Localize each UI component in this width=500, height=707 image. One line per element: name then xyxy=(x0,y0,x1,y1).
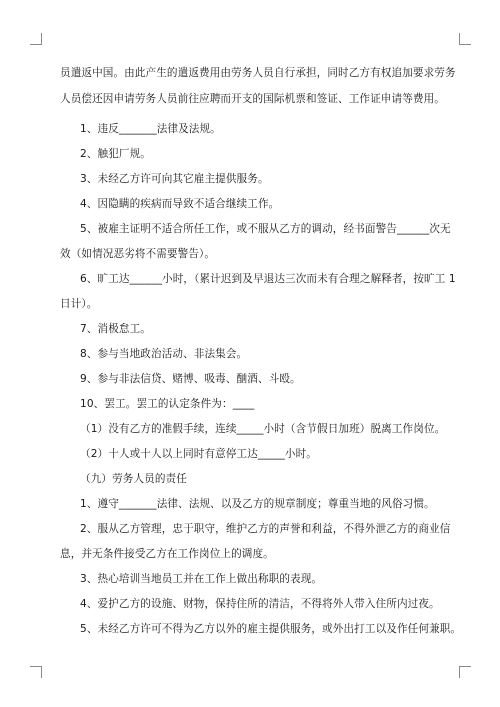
list-item: 7、消极怠工。 xyxy=(80,323,152,335)
list-item: 3、热心培训当地员工并在工作上做出称职的表现。 xyxy=(80,573,323,585)
corner-mark-bottom-left xyxy=(30,666,42,678)
corner-mark-bottom-right xyxy=(459,666,471,678)
list-item: 1、遵守_______法律、法规、以及乙方的规章制度；尊重当地的风俗习惯。 xyxy=(80,498,435,510)
list-item: 1、违反_______法律及法规。 xyxy=(80,123,221,135)
list-item: 4、因隐瞒的疾病而导致不适合继续工作。 xyxy=(80,198,280,210)
list-item: 6、旷工达______小时，（累计迟到及早退达三次而未有合理之解释者，按旷工 1 xyxy=(80,273,456,285)
paragraph-line: 员遣返中国。由此产生的遣返费用由劳务人员自行承担，同时乙方有权追加要求劳务 xyxy=(60,67,456,79)
paragraph-line: 效（如情况恶劣将不需要警告）。 xyxy=(60,248,216,260)
corner-mark-top-right xyxy=(459,33,471,45)
paragraph-line: 人员偿还因申请劳务人员前往应聘而开支的国际机票和签证、工作证申请等费用。 xyxy=(60,93,445,105)
list-item: 5、未经乙方许可不得为乙方以外的雇主提供服务，或外出打工以及作任何兼职。 xyxy=(80,623,462,635)
list-item: 5、被雇主证明不适合所任工作，或不服从乙方的调动，经书面警告______次无 xyxy=(80,223,451,235)
list-item: 2、触犯厂规。 xyxy=(80,148,152,160)
corner-mark-top-left xyxy=(30,33,42,45)
list-item: 3、未经乙方许可向其它雇主提供服务。 xyxy=(80,173,269,185)
list-item: 10、罢工。罢工的认定条件为：____ xyxy=(80,398,255,410)
sub-list-item: （1）没有乙方的准假手续，连续_____小时（含节假日加班）脱离工作岗位。 xyxy=(80,423,446,435)
paragraph-line: 日计）。 xyxy=(60,298,98,310)
list-item: 9、参与非法信贷、赌博、吸毒、酗酒、斗殴。 xyxy=(80,373,301,385)
list-item: 2、服从乙方管理，忠于职守，维护乙方的声誉和利益，不得外泄乙方的商业信 xyxy=(80,523,451,535)
section-heading: （九）劳务人员的责任 xyxy=(80,473,187,485)
list-item: 8、参与当地政治活动、非法集会。 xyxy=(80,348,248,360)
sub-list-item: （2）十人或十人以上同时有意停工达_____小时。 xyxy=(80,448,318,460)
list-item: 4、爱护乙方的设施、财物，保持住所的清洁，不得将外人带入住所内过夜。 xyxy=(80,598,440,610)
paragraph-line: 息，并无条件接受乙方在工作岗位上的调度。 xyxy=(60,548,274,560)
